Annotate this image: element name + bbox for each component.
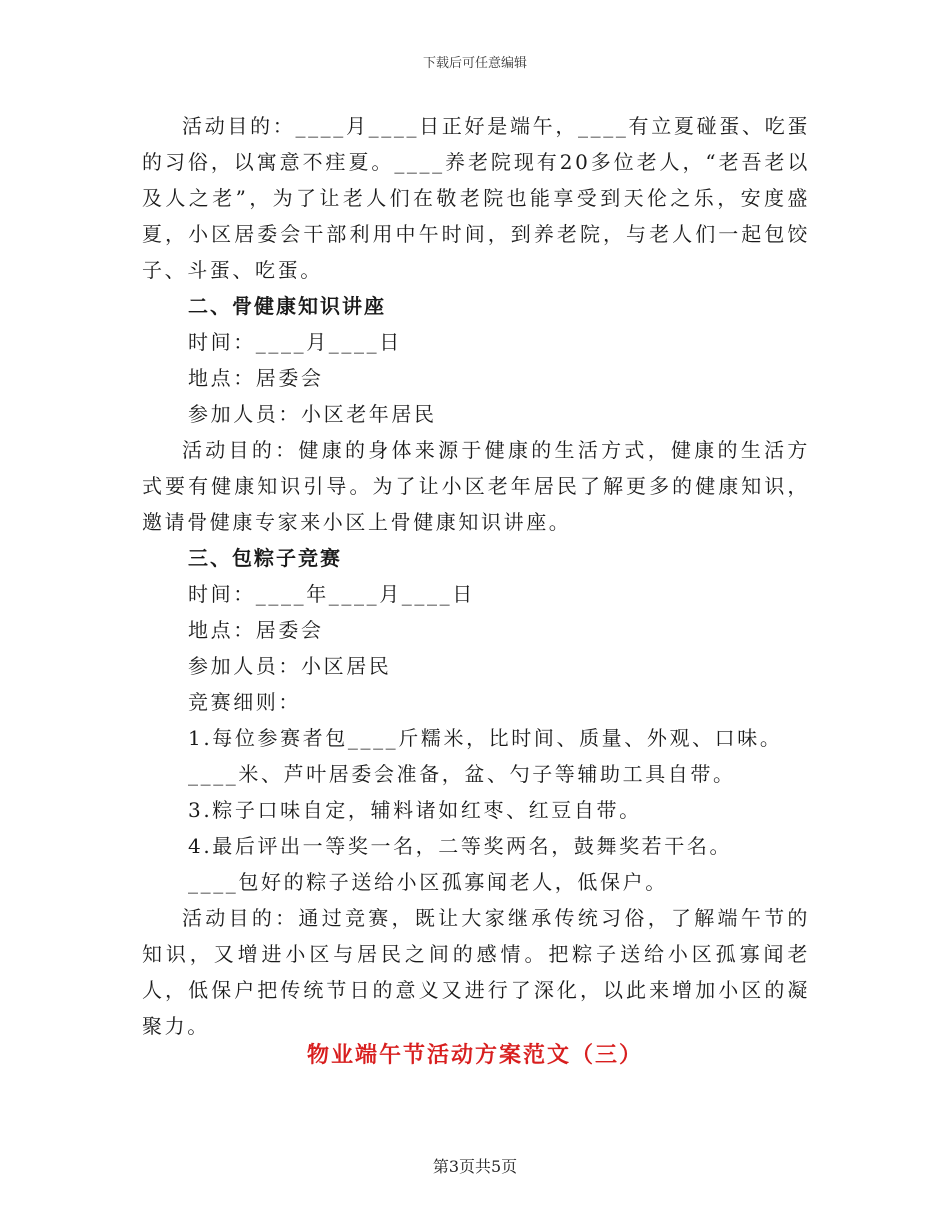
rule-item: 1.每位参赛者包____斤糯米，比时间、质量、外观、口味。 (188, 726, 783, 750)
section3-rules-title: 竞赛细则： (188, 690, 301, 714)
page-header: 下载后可任意编辑 (422, 56, 527, 71)
rule-item: 4.最后评出一等奖一名，二等奖两名，鼓舞奖若干名。 (188, 834, 733, 858)
rule-item: ____米、芦叶居委会准备，盆、勺子等辅助工具自带。 (188, 762, 736, 786)
section2-purpose: 活动目的：健康的身体来源于健康的生活方式，健康的生活方式要有健康知识引导。为了让小区老年居民了解更多的健康知识，邀请骨健康专家来小区上骨健康知识讲座。 (142, 438, 810, 534)
section2-place: 地点：居委会 (188, 366, 324, 390)
section2-participants: 参加人员：小区老年居民 (188, 402, 437, 426)
rule-item: 3.粽子口味自定，辅料诸如红枣、红豆自带。 (188, 798, 642, 822)
section2-time: 时间：____月____日 (188, 330, 402, 354)
next-section-title: 物业端午节活动方案范文（三） (306, 1042, 643, 1068)
section3-participants: 参加人员：小区居民 (188, 654, 392, 678)
section3-purpose: 活动目的：通过竞赛，既让大家继承传统习俗，了解端午节的知识，又增进小区与居民之间的感情。把粽子送给小区孤寡闻老人，低保户把传统节日的意义又进行了深化，以此来增加小区的凝聚力。 (142, 906, 810, 1038)
section3-heading: 三、包粽子竞赛 (188, 546, 342, 570)
section3-time: 时间：____年____月____日 (188, 582, 475, 606)
page-number: 第3页共5页 (432, 1157, 518, 1176)
section3-place: 地点：居委会 (188, 618, 324, 642)
document-body (142, 108, 810, 1044)
section1-purpose: 活动目的：____月____日正好是端午，____有立夏碰蛋、吃蛋的习俗，以寓意不疰夏。____养老院现有20多位老人，“老吾老以及人之老”，为了让老人们在敬老院也能享受到天伦之乐，安度盛夏，小区居委会干部利用中午时间，到养老院，与老人们一起包饺子、斗蛋、吃蛋。 (142, 114, 810, 282)
section2-heading: 二、骨健康知识讲座 (188, 294, 386, 318)
rule-item: ____包好的粽子送给小区孤寡闻老人，低保户。 (188, 870, 668, 894)
